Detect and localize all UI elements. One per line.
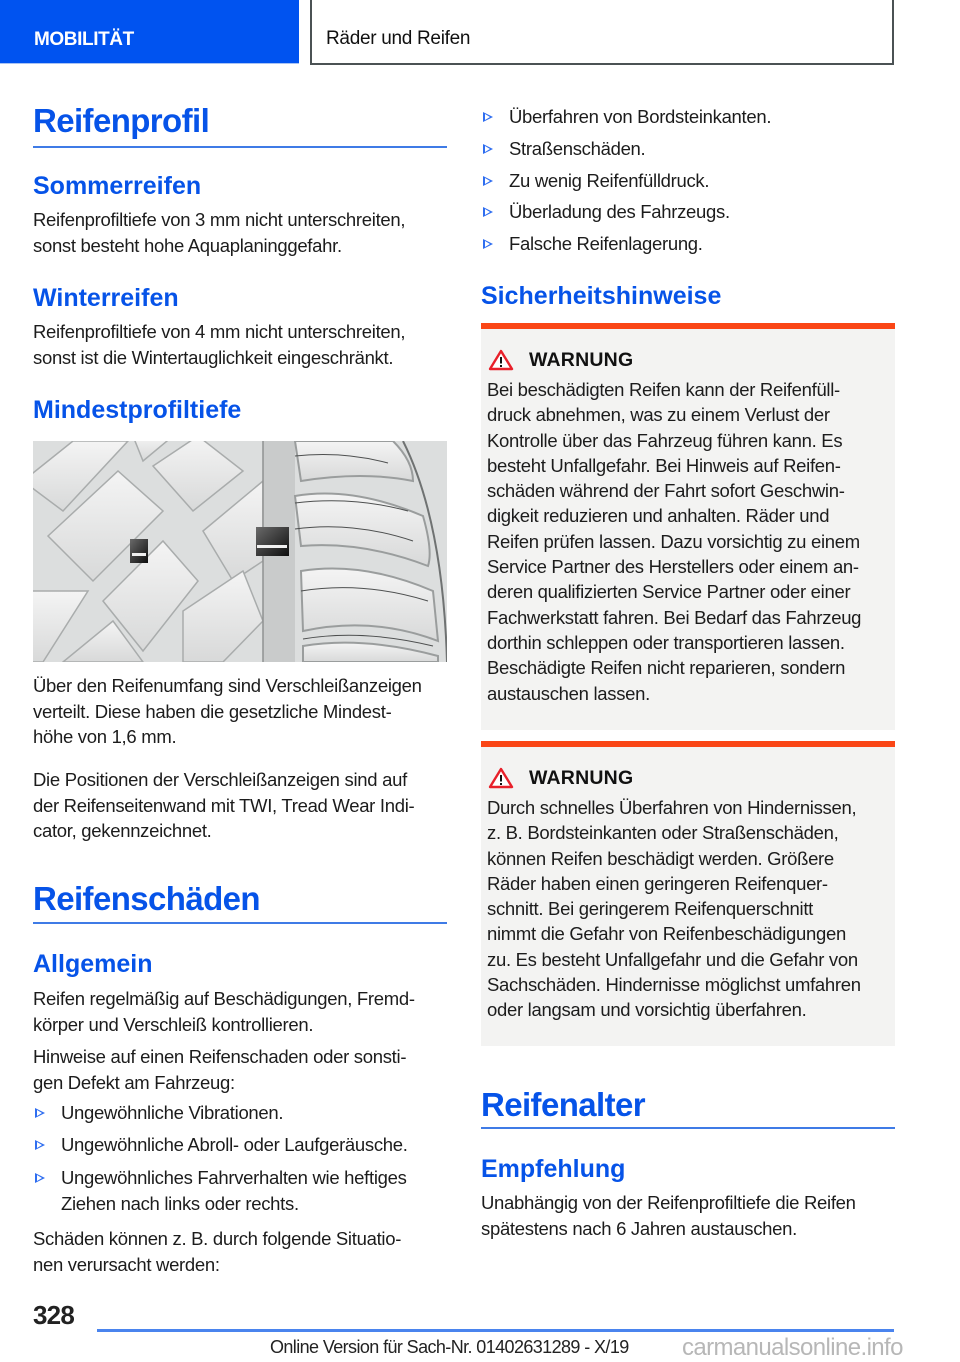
list-item: Überladung des Fahrzeugs. [481,199,901,225]
heading-mindestprofiltiefe: Mindestprofiltiefe [33,396,242,424]
watermark: carmanualsonline.info [682,1334,903,1361]
list-item: Ungewöhnliches Fahrverhalten wie heftiges Ziehen nach links oder rechts. [33,1165,453,1216]
heading-empfehlung: Empfehlung [481,1155,626,1183]
heading-winterreifen: Winterreifen [33,284,179,312]
heading-rule [481,1127,895,1129]
tire-tread-image [33,441,447,662]
warning-title: WARNUNG [529,767,634,789]
bullet-triangle-icon [483,176,493,186]
heading-rule [33,922,447,924]
paragraph-allgemein-1: Reifen regelmäßig auf Beschädigungen, Fremd- körper und Verschleiß kontrollieren. [33,988,415,1035]
bullet-triangle-icon [35,1173,45,1183]
warning-triangle-icon [488,349,514,371]
tire-tread-illustration [33,441,447,662]
list-item: Ungewöhnliche Abroll- oder Laufgeräusche. [33,1132,453,1158]
footer-version-text: Online Version für Sach-Nr. 01402631289 - X/19 [270,1337,629,1357]
page-number: 328 [33,1300,74,1330]
list-item: Überfahren von Bordsteinkanten. [481,104,901,130]
list-item: Zu wenig Reifenfülldruck. [481,168,901,194]
section-tab [0,0,299,64]
bullet-triangle-icon [483,207,493,217]
section-title: MOBILITÄT [34,29,134,50]
paragraph-allgemein-2: Hinweise auf einen Reifenschaden oder sonsti- gen Defekt am Fahrzeug: [33,1046,407,1093]
warning-triangle-icon [488,767,514,789]
warning-text: Durch schnelles Überfahren von Hindernissen, z. B. Bordsteinkanten oder Straßenschäden, können Reifen beschädigt werden. Größere Räder haben einen geringeren Reifenquer- schnitt. Bei geringerem Reifenquerschnitt nimmt die Gefahr von Reifenbeschädigungen zu. Es besteht Unfallgefahr und die Gefahr von Sachschäden. Hindernisse möglichst umfahren oder langsam und vorsichtig überfahren. [487,797,861,1021]
heading-reifenprofil: Reifenprofil [33,102,210,139]
paragraph-situationen: Schäden können z. B. durch folgende Situatio- nen verursacht werden: [33,1228,402,1275]
warning-text: Bei beschädigten Reifen kann der Reifenfüll- druck abnehmen, was zu einem Verlust der Kontrolle über das Fahrzeug führen kann. Es besteht Unfallgefahr. Bei Hinweis auf Reifen- schäden während der Fahrt sofort Geschwin- digkeit reduzieren und anhalten. Räder und Reifen prüfen lassen. Dazu vorsichtig zu einem Service Partner des Herstellers oder einem an- deren qualifizierten Service Partner oder einer Fachwerkstatt fahren. Bei Bedarf das Fahrzeug dorthin schleppen oder transportieren lassen. Beschädigte Reifen nicht reparieren, sondern austauschen lassen. [487,379,862,704]
bullet-triangle-icon [483,112,493,122]
paragraph-empfehlung: Unabhängig von der Reifenprofiltiefe die Reifen spätestens nach 6 Jahren austauschen. [481,1192,856,1239]
footer-rule [97,1329,894,1332]
bullet-triangle-icon [35,1140,45,1150]
heading-allgemein: Allgemein [33,950,153,978]
bullet-triangle-icon [483,239,493,249]
heading-sommerreifen: Sommerreifen [33,172,202,200]
list-item: Falsche Reifenlagerung. [481,231,901,257]
paragraph-twi: Die Positionen der Verschleißanzeigen sind auf der Reifenseitenwand mit TWI, Tread Wear Indi- cator, gekennzeichnet. [33,769,415,841]
warning-bar [481,741,895,747]
paragraph-verschleissanzeigen: Über den Reifenumfang sind Verschleißanzeigen verteilt. Diese haben die gesetzliche Mindest- höhe von 1,6 mm. [33,675,422,747]
bullet-triangle-icon [483,144,493,154]
warning-bar [481,323,895,329]
heading-reifenschaeden: Reifenschäden [33,880,260,917]
heading-reifenalter: Reifenalter [481,1086,645,1123]
heading-sicherheitshinweise: Sicherheitshinweise [481,282,722,310]
warning-box [481,741,895,1046]
heading-rule [33,146,447,148]
paragraph-winterreifen: Reifenprofiltiefe von 4 mm nicht unterschreiten, sonst ist die Wintertauglichkeit eingeschränkt. [33,321,406,368]
chapter-title: Räder und Reifen [326,28,471,49]
bullet-triangle-icon [35,1108,45,1118]
list-item: Ungewöhnliche Vibrationen. [33,1100,453,1126]
warning-title: WARNUNG [529,349,634,371]
paragraph-sommerreifen: Reifenprofiltiefe von 3 mm nicht unterschreiten, sonst besteht hohe Aquaplaninggefahr. [33,209,406,256]
warning-box [481,323,895,730]
list-item: Straßenschäden. [481,136,901,162]
chapter-tab [310,0,894,65]
